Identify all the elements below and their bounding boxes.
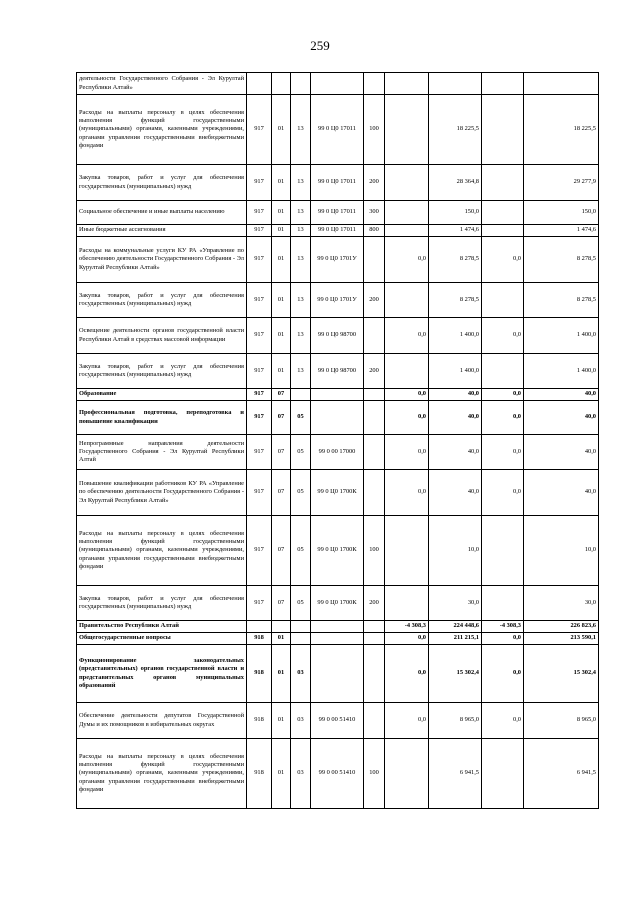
amount-2-cell: 150,0 <box>524 201 599 225</box>
amount-change-2-cell: -4 308,3 <box>482 621 524 633</box>
amount-2-cell: 18 225,5 <box>524 95 599 165</box>
expense-type-code-cell: 200 <box>364 586 385 621</box>
target-article-code-cell <box>311 401 364 435</box>
amount-1-cell: 8 965,0 <box>429 703 482 739</box>
subsection-code-cell <box>291 621 311 633</box>
row-name-cell: Закупка товаров, работ и услуг для обеспечения государственных (муниципальных) нужд <box>77 586 247 621</box>
amount-change-1-cell <box>385 95 429 165</box>
amount-change-2-cell: 0,0 <box>482 470 524 516</box>
target-article-code-cell: 99 0 Ц0 17011 <box>311 165 364 201</box>
amount-1-cell: 8 278,5 <box>429 283 482 318</box>
target-article-code-cell: 99 0 00 17000 <box>311 435 364 470</box>
section-code-cell: 07 <box>272 470 291 516</box>
amount-1-cell: 40,0 <box>429 401 482 435</box>
section-code-cell: 01 <box>272 95 291 165</box>
admin-code-cell: 917 <box>247 389 272 401</box>
admin-code-cell <box>247 73 272 95</box>
amount-1-cell: 211 215,1 <box>429 633 482 645</box>
admin-code-cell: 917 <box>247 165 272 201</box>
amount-2-cell <box>524 73 599 95</box>
target-article-code-cell <box>311 73 364 95</box>
admin-code-cell: 917 <box>247 435 272 470</box>
amount-change-2-cell <box>482 165 524 201</box>
table-row <box>77 703 599 739</box>
subsection-code-cell <box>291 633 311 645</box>
expense-type-code-cell <box>364 318 385 354</box>
amount-2-cell: 40,0 <box>524 401 599 435</box>
table-row <box>77 470 599 516</box>
amount-2-cell: 8 965,0 <box>524 703 599 739</box>
amount-change-2-cell: 0,0 <box>482 401 524 435</box>
section-code-cell <box>272 73 291 95</box>
table-row <box>77 645 599 703</box>
amount-change-2-cell: 0,0 <box>482 435 524 470</box>
section-code-cell: 07 <box>272 389 291 401</box>
amount-2-cell: 213 590,1 <box>524 633 599 645</box>
amount-change-2-cell: 0,0 <box>482 318 524 354</box>
amount-change-2-cell <box>482 225 524 237</box>
admin-code-cell: 917 <box>247 283 272 318</box>
amount-1-cell: 6 941,5 <box>429 739 482 809</box>
expense-type-code-cell: 100 <box>364 95 385 165</box>
expense-type-code-cell <box>364 401 385 435</box>
subsection-code-cell: 05 <box>291 516 311 586</box>
target-article-code-cell: 99 0 Ц0 17011 <box>311 225 364 237</box>
subsection-code-cell: 13 <box>291 318 311 354</box>
target-article-code-cell: 99 0 Ц0 1700К <box>311 470 364 516</box>
row-name-cell: Образование <box>77 389 247 401</box>
target-article-code-cell: 99 0 Ц0 1701У <box>311 237 364 283</box>
admin-code-cell: 917 <box>247 586 272 621</box>
row-name-cell: Расходы на коммунальные услуги КУ РА «Управление по обеспечению деятельности Государственного Собрания - Эл Курултай Республики Алтай» <box>77 237 247 283</box>
section-code-cell: 07 <box>272 586 291 621</box>
expense-type-code-cell <box>364 470 385 516</box>
table-row <box>77 354 599 389</box>
expense-type-code-cell <box>364 621 385 633</box>
table-row <box>77 621 599 633</box>
subsection-code-cell: 03 <box>291 645 311 703</box>
section-code-cell: 01 <box>272 165 291 201</box>
table-row <box>77 95 599 165</box>
amount-1-cell: 1 400,0 <box>429 354 482 389</box>
amount-change-1-cell: 0,0 <box>385 645 429 703</box>
amount-2-cell: 40,0 <box>524 389 599 401</box>
amount-change-1-cell: 0,0 <box>385 703 429 739</box>
table-row <box>77 237 599 283</box>
subsection-code-cell: 13 <box>291 95 311 165</box>
admin-code-cell: 918 <box>247 633 272 645</box>
subsection-code-cell: 13 <box>291 354 311 389</box>
amount-change-1-cell <box>385 586 429 621</box>
expense-type-code-cell: 300 <box>364 201 385 225</box>
table-row <box>77 283 599 318</box>
amount-change-2-cell: 0,0 <box>482 237 524 283</box>
amount-2-cell: 10,0 <box>524 516 599 586</box>
amount-change-1-cell <box>385 354 429 389</box>
expense-type-code-cell <box>364 237 385 283</box>
expense-type-code-cell: 100 <box>364 739 385 809</box>
amount-1-cell: 150,0 <box>429 201 482 225</box>
amount-change-1-cell <box>385 516 429 586</box>
amount-change-2-cell <box>482 739 524 809</box>
expense-type-code-cell <box>364 389 385 401</box>
amount-1-cell <box>429 73 482 95</box>
amount-1-cell: 30,0 <box>429 586 482 621</box>
target-article-code-cell <box>311 645 364 703</box>
amount-1-cell: 8 278,5 <box>429 237 482 283</box>
expense-type-code-cell: 200 <box>364 354 385 389</box>
amount-1-cell: 1 474,6 <box>429 225 482 237</box>
amount-2-cell: 40,0 <box>524 470 599 516</box>
amount-2-cell: 6 941,5 <box>524 739 599 809</box>
amount-1-cell: 18 225,5 <box>429 95 482 165</box>
expense-type-code-cell: 200 <box>364 165 385 201</box>
admin-code-cell: 917 <box>247 516 272 586</box>
table-body <box>77 73 599 809</box>
table-row <box>77 389 599 401</box>
amount-1-cell: 28 364,8 <box>429 165 482 201</box>
target-article-code-cell <box>311 621 364 633</box>
subsection-code-cell: 13 <box>291 225 311 237</box>
amount-1-cell: 40,0 <box>429 435 482 470</box>
section-code-cell: 01 <box>272 237 291 283</box>
expense-type-code-cell: 200 <box>364 283 385 318</box>
admin-code-cell: 917 <box>247 237 272 283</box>
section-code-cell: 01 <box>272 201 291 225</box>
row-name-cell: Закупка товаров, работ и услуг для обеспечения государственных (муниципальных) нужд <box>77 165 247 201</box>
subsection-code-cell: 05 <box>291 435 311 470</box>
admin-code-cell: 917 <box>247 95 272 165</box>
admin-code-cell: 918 <box>247 645 272 703</box>
table-row <box>77 165 599 201</box>
budget-table <box>76 72 599 809</box>
row-name-cell: деятельности Государственного Собрания - Эл Курултай Республики Алтай» <box>77 73 247 95</box>
table-row <box>77 739 599 809</box>
row-name-cell: Социальное обеспечение и иные выплаты населению <box>77 201 247 225</box>
row-name-cell: Повышение квалификации работников КУ РА «Управление по обеспечению деятельности Государственного Собрания - Эл Курултай Республики Алтай» <box>77 470 247 516</box>
amount-change-1-cell <box>385 165 429 201</box>
row-name-cell: Правительство Республики Алтай <box>77 621 247 633</box>
admin-code-cell: 917 <box>247 354 272 389</box>
expense-type-code-cell: 100 <box>364 516 385 586</box>
admin-code-cell: 917 <box>247 318 272 354</box>
subsection-code-cell: 13 <box>291 283 311 318</box>
amount-change-1-cell <box>385 225 429 237</box>
expense-type-code-cell <box>364 703 385 739</box>
target-article-code-cell <box>311 633 364 645</box>
amount-2-cell: 8 278,5 <box>524 283 599 318</box>
table-row <box>77 401 599 435</box>
section-code-cell: 01 <box>272 739 291 809</box>
table-row <box>77 225 599 237</box>
admin-code-cell: 917 <box>247 201 272 225</box>
expense-type-code-cell <box>364 73 385 95</box>
table-row <box>77 516 599 586</box>
amount-2-cell: 8 278,5 <box>524 237 599 283</box>
amount-1-cell: 224 448,6 <box>429 621 482 633</box>
section-code-cell <box>272 621 291 633</box>
section-code-cell: 01 <box>272 318 291 354</box>
amount-change-1-cell: 0,0 <box>385 633 429 645</box>
subsection-code-cell <box>291 389 311 401</box>
target-article-code-cell <box>311 389 364 401</box>
amount-1-cell: 15 302,4 <box>429 645 482 703</box>
amount-change-1-cell: 0,0 <box>385 435 429 470</box>
section-code-cell: 07 <box>272 435 291 470</box>
table-row <box>77 73 599 95</box>
amount-2-cell: 1 400,0 <box>524 318 599 354</box>
amount-change-2-cell <box>482 201 524 225</box>
amount-change-1-cell: 0,0 <box>385 389 429 401</box>
amount-2-cell: 226 823,6 <box>524 621 599 633</box>
amount-1-cell: 1 400,0 <box>429 318 482 354</box>
page-number: 259 <box>310 38 330 53</box>
amount-change-2-cell: 0,0 <box>482 703 524 739</box>
subsection-code-cell: 05 <box>291 401 311 435</box>
target-article-code-cell: 99 0 Ц0 98700 <box>311 354 364 389</box>
section-code-cell: 01 <box>272 225 291 237</box>
amount-change-2-cell <box>482 283 524 318</box>
amount-change-2-cell: 0,0 <box>482 645 524 703</box>
amount-2-cell: 15 302,4 <box>524 645 599 703</box>
subsection-code-cell: 13 <box>291 201 311 225</box>
row-name-cell: Расходы на выплаты персоналу в целях обеспечения выполнения функций государственными (муниципальными) органами, казенными учреждениями, органами управления государственными внебюджетными фондами <box>77 95 247 165</box>
table-row <box>77 586 599 621</box>
row-name-cell: Профессиональная подготовка, переподготовка и повышение квалификации <box>77 401 247 435</box>
amount-change-1-cell: 0,0 <box>385 401 429 435</box>
target-article-code-cell: 99 0 Ц0 1700К <box>311 516 364 586</box>
row-name-cell: Закупка товаров, работ и услуг для обеспечения государственных (муниципальных) нужд <box>77 283 247 318</box>
row-name-cell: Общегосударственные вопросы <box>77 633 247 645</box>
admin-code-cell: 917 <box>247 470 272 516</box>
amount-change-2-cell <box>482 73 524 95</box>
amount-1-cell: 40,0 <box>429 389 482 401</box>
amount-change-1-cell <box>385 201 429 225</box>
target-article-code-cell: 99 0 Ц0 17011 <box>311 95 364 165</box>
target-article-code-cell: 99 0 00 51410 <box>311 739 364 809</box>
table-row <box>77 435 599 470</box>
section-code-cell: 01 <box>272 633 291 645</box>
section-code-cell: 01 <box>272 645 291 703</box>
amount-change-1-cell: -4 308,3 <box>385 621 429 633</box>
amount-change-1-cell: 0,0 <box>385 237 429 283</box>
row-name-cell: Освещение деятельности органов государственной власти Республики Алтай в средствах массовой информации <box>77 318 247 354</box>
target-article-code-cell: 99 0 00 51410 <box>311 703 364 739</box>
expense-type-code-cell <box>364 435 385 470</box>
admin-code-cell: 918 <box>247 703 272 739</box>
expense-type-code-cell <box>364 645 385 703</box>
subsection-code-cell: 03 <box>291 703 311 739</box>
amount-change-2-cell <box>482 95 524 165</box>
target-article-code-cell: 99 0 Ц0 98700 <box>311 318 364 354</box>
amount-change-1-cell: 0,0 <box>385 318 429 354</box>
row-name-cell: Расходы на выплаты персоналу в целях обеспечения выполнения функций государственными (муниципальными) органами, казенными учреждениями, органами управления государственными внебюджетными фондами <box>77 739 247 809</box>
amount-2-cell: 29 277,9 <box>524 165 599 201</box>
section-code-cell: 01 <box>272 283 291 318</box>
target-article-code-cell: 99 0 Ц0 17011 <box>311 201 364 225</box>
admin-code-cell <box>247 621 272 633</box>
row-name-cell: Функционирование законодательных (представительных) органов государственной власти и представительных органов муниципальных образований <box>77 645 247 703</box>
admin-code-cell: 917 <box>247 401 272 435</box>
amount-2-cell: 1 400,0 <box>524 354 599 389</box>
subsection-code-cell: 05 <box>291 470 311 516</box>
expense-type-code-cell: 800 <box>364 225 385 237</box>
amount-change-1-cell: 0,0 <box>385 470 429 516</box>
amount-change-2-cell <box>482 586 524 621</box>
subsection-code-cell <box>291 73 311 95</box>
row-name-cell: Иные бюджетные ассигнования <box>77 225 247 237</box>
section-code-cell: 01 <box>272 354 291 389</box>
row-name-cell: Обеспечение деятельности депутатов Государственной Думы и их помощников в избирательных округах <box>77 703 247 739</box>
section-code-cell: 07 <box>272 516 291 586</box>
row-name-cell: Непрограммные направления деятельности Государственного Собрания - Эл Курултай Республики Алтай <box>77 435 247 470</box>
amount-change-1-cell <box>385 73 429 95</box>
amount-2-cell: 30,0 <box>524 586 599 621</box>
row-name-cell: Закупка товаров, работ и услуг для обеспечения государственных (муниципальных) нужд <box>77 354 247 389</box>
amount-2-cell: 1 474,6 <box>524 225 599 237</box>
table-row <box>77 201 599 225</box>
admin-code-cell: 917 <box>247 225 272 237</box>
section-code-cell: 01 <box>272 703 291 739</box>
amount-change-2-cell <box>482 354 524 389</box>
amount-1-cell: 40,0 <box>429 470 482 516</box>
subsection-code-cell: 05 <box>291 586 311 621</box>
subsection-code-cell: 13 <box>291 237 311 283</box>
subsection-code-cell: 03 <box>291 739 311 809</box>
admin-code-cell: 918 <box>247 739 272 809</box>
amount-change-2-cell: 0,0 <box>482 633 524 645</box>
amount-2-cell: 40,0 <box>524 435 599 470</box>
amount-change-2-cell <box>482 516 524 586</box>
target-article-code-cell: 99 0 Ц0 1701У <box>311 283 364 318</box>
target-article-code-cell: 99 0 Ц0 1700К <box>311 586 364 621</box>
expense-type-code-cell <box>364 633 385 645</box>
amount-change-1-cell <box>385 283 429 318</box>
table-row <box>77 318 599 354</box>
table-row <box>77 633 599 645</box>
row-name-cell: Расходы на выплаты персоналу в целях обеспечения выполнения функций государственными (муниципальными) органами, казенными учреждениями, органами управления государственными внебюджетными фондами <box>77 516 247 586</box>
subsection-code-cell: 13 <box>291 165 311 201</box>
amount-1-cell: 10,0 <box>429 516 482 586</box>
amount-change-2-cell: 0,0 <box>482 389 524 401</box>
amount-change-1-cell <box>385 739 429 809</box>
section-code-cell: 07 <box>272 401 291 435</box>
